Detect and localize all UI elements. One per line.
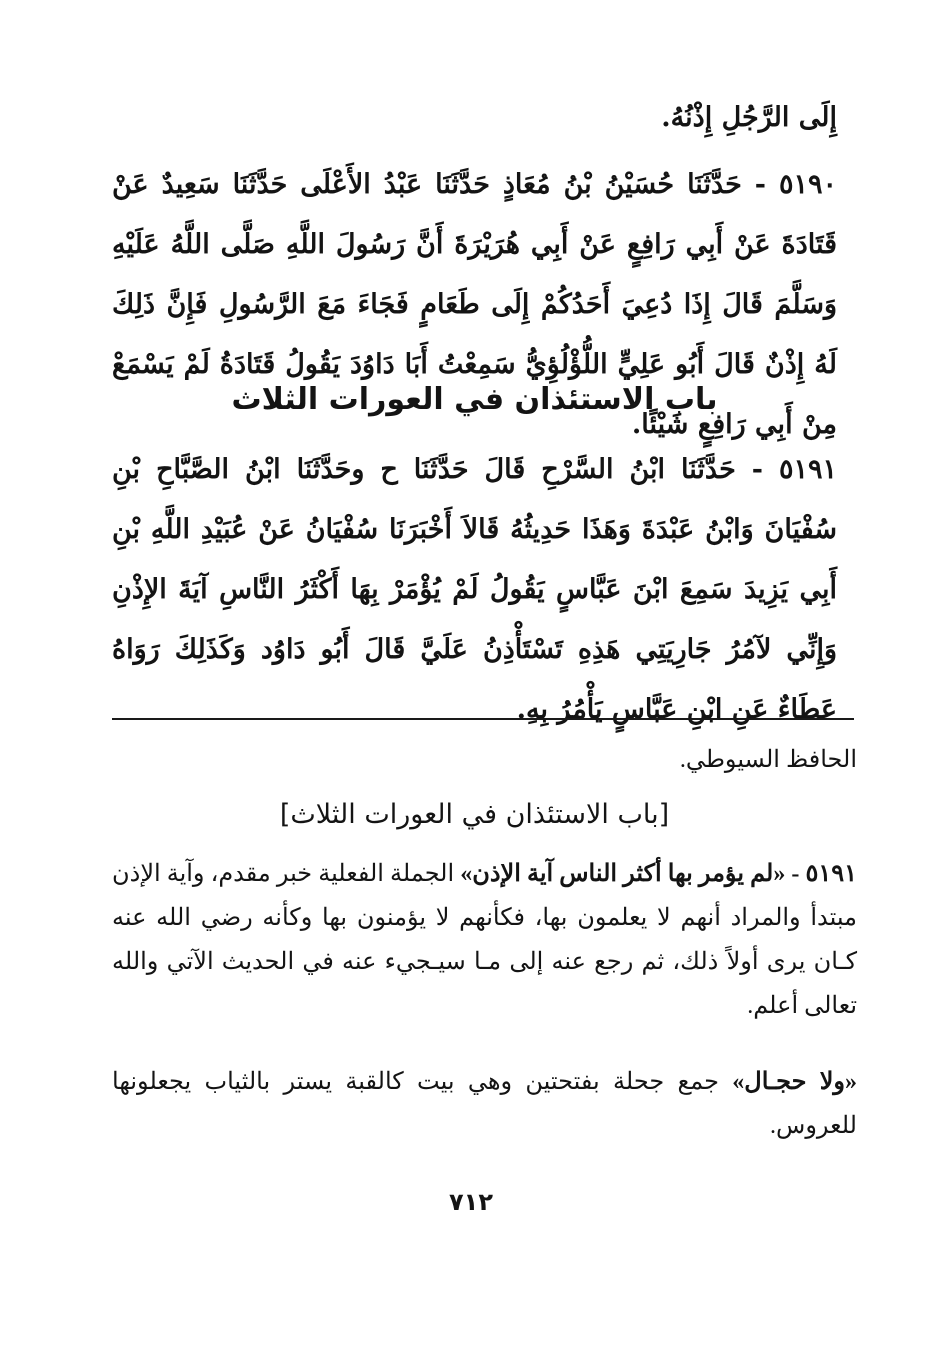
hadith-5190: ٥١٩٠ - حَدَّثَنَا حُسَيْنُ بْنُ مُعَاذٍ حَدَّثَنَا عَبْدُ الأَعْلَى حَدَّثَنَا سَعِيدٌ عَنْ قَتَادَةَ عَنْ أَبِي رَافِعٍ عَنْ أَبِي هُرَيْرَةَ أَنَّ رَسُولَ اللَّهِ صَلَّى اللَّهُ عَلَيْهِ وَسَلَّمَ قَالَ إِذَا دُعِيَ أَحَدُكُمْ إِلَى طَعَامٍ فَجَاءَ مَعَ الرَّسُولِ فَإِنَّ ذَلِكَ لَهُ إِذْنٌ قَالَ أَبُو عَلِيٍّ اللُّؤْلُؤِيُّ سَمِعْتُ أَبَا دَاوُدَ يَقُولُ قَتَادَةُ لَمْ يَسْمَعْ مِنْ أَبِي رَافِعٍ شَيْئًا. <box>112 169 837 440</box>
commentary-note-hijal <box>112 1060 857 1148</box>
page-number: ٧١٢ <box>449 1188 493 1216</box>
commentary-note-hijal-text: جمع جحلة بفتحتين وهي بيت كالقبة يستر بالثياب يجعلونها للعروس. <box>112 1069 857 1139</box>
chapter-heading: باب الاستئذان في العورات الثلاث <box>231 382 718 417</box>
commentary-chapter-heading: [باب الاستئذان في العورات الثلاث] <box>279 799 670 830</box>
hadith-5191: ٥١٩١ - حَدَّثَنَا ابْنُ السَّرْحِ قَالَ حَدَّثَنَا ح وحَدَّثَنَا ابْنُ الصَّبَّاحِ بْنِ سُفْيَانَ وَابْنُ عَبْدَةَ وَهَذَا حَدِيثُهُ قَالاَ أَخْبَرَنَا سُفْيَانُ عَنْ عُبَيْدِ اللَّهِ بْنِ أَبِي يَزِيدَ سَمِعَ ابْنَ عَبَّاسٍ يَقُولُ لَمْ يُؤْمَرْ بِهَا أَكْثَرُ النَّاسِ آيَةَ الإِذْنِ وَإِنِّي لآمُرُ جَارِيَتِي هَذِهِ تَسْتَأْذِنُ عَلَيَّ قَالَ أَبُو دَاوُد وَكَذَلِكَ رَوَاهُ عَطَاءٌ عَنِ ابْنِ عَبَّاسٍ يَأْمُرُ بِهِ. <box>112 454 837 725</box>
footnote-divider <box>112 718 854 720</box>
commentary-note-5191-quote: ٥١٩١ - «لم يؤمر بها أكثر الناس آية الإذن» <box>460 861 858 887</box>
opening-line: إِلَى الرَّجُلِ إِذْنُهُ. <box>661 102 837 133</box>
commentary-note-5191-text: الجملة الفعلية خبر مقدم، وآية الإذن مبتدأ والمراد أنهم لا يعلمون بها، فكأنهم لا يؤمنون بها وكأنه رضي الله عنه كـان يرى أولاً ذلك، ثم رجع عنه إلى مـا سيـجيء عنه في الحديث الآتي والله تعالى أعلم. <box>112 861 857 1019</box>
commentary-author: الحافظ السيوطي. <box>679 747 857 773</box>
commentary-note-5191 <box>112 852 857 1028</box>
commentary-note-hijal-quote: «ولا حجـال» <box>732 1069 858 1095</box>
